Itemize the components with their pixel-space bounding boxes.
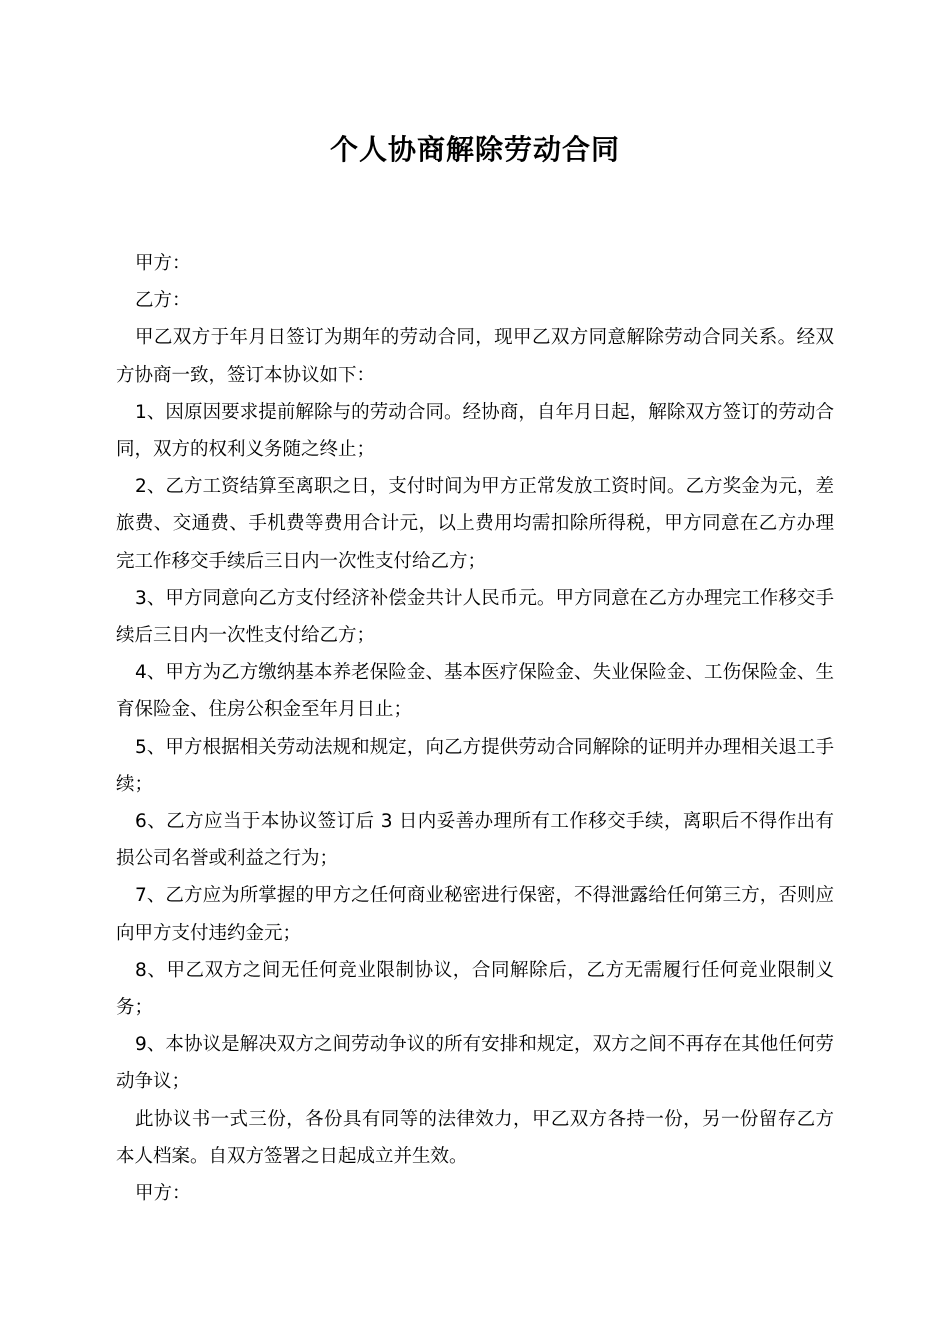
clause-7: 7、乙方应为所掌握的甲方之任何商业秘密进行保密，不得泄露给任何第三方，否则应向甲方支付违约金元； [116,885,834,944]
clause-4: 4、甲方为乙方缴纳基本养老保险金、基本医疗保险金、失业保险金、工伤保险金、生育保险金、住房公积金至年月日止； [116,662,834,721]
closing-paragraph: 此协议书一式三份，各份具有同等的法律效力，甲乙双方各持一份，另一份留存乙方本人档案。自双方签署之日起成立并生效。 [116,1108,834,1167]
party-a-line: 甲方： [135,253,191,274]
clause-3: 3、甲方同意向乙方支付经济补偿金共计人民币元。甲方同意在乙方办理完工作移交手续后三日内一次性支付给乙方； [116,587,834,647]
document-title: 个人协商解除劳动合同 [329,133,620,166]
intro-paragraph: 甲乙双方于年月日签订为期年的劳动合同，现甲乙双方同意解除劳动合同关系。经双方协商一致，签订本协议如下： [116,327,834,386]
party-b-line: 乙方： [135,290,191,312]
clause-8: 8、甲乙双方之间无任何竞业限制协议，合同解除后，乙方无需履行任何竞业限制义务； [116,959,834,1019]
clause-5: 5、甲方根据相关劳动法规和规定，向乙方提供劳动合同解除的证明并办理相关退工手续； [116,736,834,795]
clause-2: 2、乙方工资结算至离职之日，支付时间为甲方正常发放工资时间。乙方奖金为元，差旅费、交通费、手机费等费用合计元，以上费用均需扣除所得税，甲方同意在乙方办理完工作移交手续后三日内一次性支付给乙方； [116,476,834,572]
signature-party-a-line: 甲方： [135,1183,191,1205]
document-body [116,245,834,1212]
clause-6: 6、乙方应当于本协议签订后 3 日内妥善办理所有工作移交手续，离职后不得作出有损公司名誉或利益之行为； [116,811,834,870]
clause-1: 1、因原因要求提前解除与的劳动合同。经协商，自年月日起，解除双方签订的劳动合同，双方的权利义务随之终止； [116,401,834,461]
clause-9: 9、本协议是解决双方之间劳动争议的所有安排和规定，双方之间不再存在其他任何劳动争议； [116,1034,834,1093]
